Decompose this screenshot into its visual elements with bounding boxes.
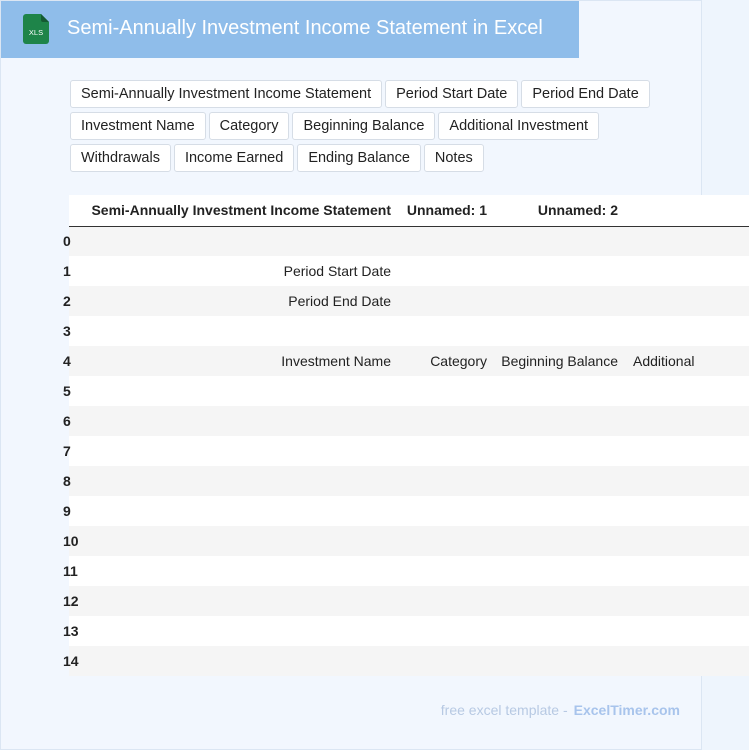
table-cell[interactable] [494, 226, 625, 256]
table-cell[interactable] [494, 586, 625, 616]
table-cell[interactable] [398, 496, 494, 526]
table-cell[interactable]: Category [430, 353, 487, 369]
table-cell[interactable]: Additional [633, 353, 695, 369]
table-cell[interactable] [81, 226, 398, 256]
table-cell[interactable] [398, 646, 494, 676]
table-cell[interactable] [625, 586, 749, 616]
data-table [63, 195, 749, 676]
table-cell[interactable] [81, 556, 398, 586]
table-cell[interactable]: Beginning Balance [501, 353, 618, 369]
table-cell[interactable] [625, 556, 749, 586]
row-index: 0 [63, 233, 71, 250]
table-cell[interactable] [494, 436, 625, 466]
table-cell[interactable] [398, 256, 494, 286]
table-cell[interactable] [81, 496, 398, 526]
row-index: 13 [63, 623, 79, 639]
row-index: 8 [63, 473, 71, 489]
table-header-row [69, 195, 749, 226]
table-cell[interactable] [398, 616, 494, 646]
table-cell[interactable] [494, 256, 625, 286]
data-table-container[interactable] [63, 195, 695, 676]
table-cell[interactable]: Period Start Date [283, 263, 391, 279]
row-index: 9 [63, 503, 71, 519]
table-cell[interactable] [494, 646, 625, 676]
table-row [69, 316, 749, 346]
table-cell[interactable] [494, 496, 625, 526]
column-chip[interactable]: Period End Date [521, 80, 649, 108]
column-chip[interactable]: Withdrawals [70, 144, 171, 172]
table-cell[interactable] [494, 286, 625, 316]
column-header[interactable]: Semi-Annually Investment Income Statement [81, 195, 398, 226]
table-cell[interactable]: Period End Date [288, 293, 391, 309]
table-row [69, 226, 749, 256]
row-index: 10 [63, 533, 79, 549]
table-row [69, 496, 749, 526]
table-cell[interactable] [625, 436, 749, 466]
table-cell[interactable] [81, 376, 398, 406]
table-cell[interactable] [398, 286, 494, 316]
table-cell[interactable] [494, 316, 625, 346]
table-cell[interactable] [494, 556, 625, 586]
table-cell[interactable] [81, 406, 398, 436]
index-header [69, 195, 81, 226]
table-row [69, 406, 749, 436]
page-title: Semi-Annually Investment Income Statement in Excel [67, 17, 543, 39]
column-chip[interactable]: Investment Name [70, 112, 206, 140]
table-row [69, 616, 749, 646]
row-index: 5 [63, 383, 71, 399]
table-cell[interactable] [625, 376, 749, 406]
table-cell[interactable] [494, 406, 625, 436]
row-index: 4 [63, 353, 71, 369]
footer-credit [441, 702, 680, 718]
column-header[interactable] [625, 195, 749, 226]
table-cell[interactable] [625, 406, 749, 436]
column-header[interactable]: Unnamed: 1 [398, 195, 494, 226]
table-cell[interactable] [625, 616, 749, 646]
table-cell[interactable] [625, 256, 749, 286]
table-cell[interactable] [625, 496, 749, 526]
table-cell[interactable] [625, 526, 749, 556]
table-cell[interactable] [625, 646, 749, 676]
title-banner [1, 1, 579, 58]
table-cell[interactable] [398, 466, 494, 496]
row-index: 14 [63, 653, 79, 669]
table-cell[interactable] [494, 466, 625, 496]
table-cell[interactable] [625, 466, 749, 496]
column-chip[interactable]: Period Start Date [385, 80, 518, 108]
table-cell[interactable]: Investment Name [281, 353, 391, 369]
table-cell[interactable] [625, 286, 749, 316]
row-index: 2 [63, 293, 71, 309]
column-chip[interactable]: Category [209, 112, 290, 140]
svg-text:XLS: XLS [28, 28, 44, 37]
row-index: 3 [63, 323, 71, 339]
table-cell[interactable] [81, 526, 398, 556]
table-row [69, 646, 749, 676]
column-chip[interactable]: Semi-Annually Investment Income Statement [70, 80, 382, 108]
row-index: 11 [63, 563, 78, 579]
excel-file-icon [23, 14, 49, 44]
table-cell[interactable] [494, 376, 625, 406]
table-cell[interactable] [398, 316, 494, 346]
table-cell[interactable] [81, 466, 398, 496]
table-cell[interactable] [398, 376, 494, 406]
table-cell[interactable] [398, 526, 494, 556]
footer-brand-link[interactable]: ExcelTimer.com [573, 702, 680, 718]
table-row [69, 526, 749, 556]
column-chip[interactable]: Beginning Balance [292, 112, 435, 140]
table-cell[interactable] [81, 616, 398, 646]
table-cell[interactable] [81, 436, 398, 466]
table-cell[interactable] [81, 646, 398, 676]
table-row [69, 436, 749, 466]
table-row [69, 556, 749, 586]
table-cell[interactable] [398, 406, 494, 436]
table-cell[interactable] [625, 226, 749, 256]
footer-prefix: free excel template - [440, 702, 568, 718]
row-index: 7 [63, 443, 71, 459]
table-cell[interactable] [398, 586, 494, 616]
column-chip[interactable]: Notes [424, 144, 484, 172]
table-row [69, 256, 749, 286]
row-index: 12 [63, 593, 79, 609]
table-cell[interactable] [398, 556, 494, 586]
table-cell[interactable] [494, 616, 625, 646]
table-row [69, 376, 749, 406]
row-index: 1 [63, 263, 71, 279]
column-chip[interactable]: Ending Balance [297, 144, 421, 172]
table-row [69, 346, 749, 376]
table-cell[interactable] [81, 316, 398, 346]
column-chip[interactable]: Income Earned [174, 144, 294, 172]
column-chip-list [70, 80, 670, 172]
table-cell[interactable] [81, 586, 398, 616]
table-cell[interactable] [398, 226, 494, 256]
table-cell[interactable] [625, 316, 749, 346]
column-chip[interactable]: Additional Investment [438, 112, 599, 140]
table-cell[interactable] [494, 526, 625, 556]
table-row [69, 466, 749, 496]
table-cell[interactable] [398, 436, 494, 466]
table-row [69, 586, 749, 616]
column-header[interactable]: Unnamed: 2 [494, 195, 625, 226]
row-index: 6 [63, 413, 71, 429]
table-row [69, 286, 749, 316]
